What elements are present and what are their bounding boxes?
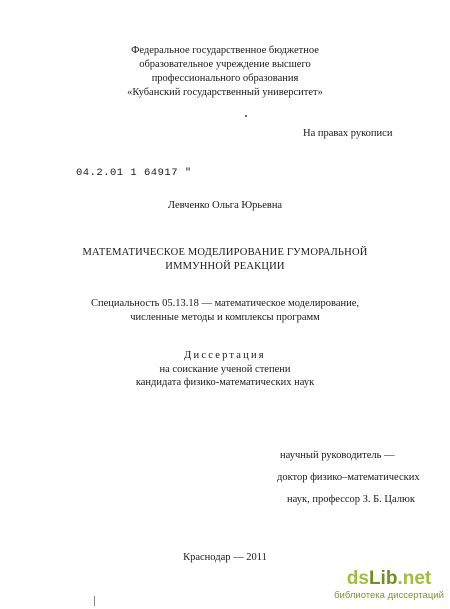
dissertation-heading: Диссертация xyxy=(184,350,266,361)
supervisor-line-1: научный руководитель — xyxy=(280,450,395,461)
degree-statement xyxy=(0,349,450,390)
logo-part-lib: Lib xyxy=(368,568,398,589)
dissertation-title xyxy=(0,246,450,274)
supervisor-line-2: доктор физико–математических xyxy=(277,472,420,483)
watermark-logo xyxy=(330,568,448,590)
specialty-line-1: Специальность 05.13.18 — математическое моделирование, xyxy=(90,298,360,309)
institution-line-2: образовательное учреждение высшего xyxy=(139,59,311,70)
city-year: Краснодар — 2011 xyxy=(183,552,267,563)
title-line-1: МАТЕМАТИЧЕСКОЕ МОДЕЛИРОВАНИЕ ГУМОРАЛЬНОЙ xyxy=(82,247,368,258)
degree-line-2: кандидата физико-математических наук xyxy=(135,377,315,388)
specialty xyxy=(0,297,450,325)
institution-line-4: «Кубанский государственный университет» xyxy=(127,87,323,98)
institution-line-3: профессионального образования xyxy=(151,73,299,84)
scan-speck xyxy=(245,115,247,117)
registration-code: 04.2.01 1 64917 " xyxy=(76,167,192,179)
degree-line-1: на соискание ученой степени xyxy=(159,363,291,375)
manuscript-rights-note: На правах рукописи xyxy=(303,128,393,139)
specialty-line-2: численные методы и комплексы программ xyxy=(130,312,320,323)
title-line-2: ИММУННОЙ РЕАКЦИИ xyxy=(165,261,285,272)
supervisor-line-3: наук, профессор З. Б. Цалюк xyxy=(287,494,415,505)
supervisor-block xyxy=(277,445,420,511)
logo-part-net: .net xyxy=(397,568,432,589)
watermark-subtitle: библиотека диссертаций xyxy=(334,590,444,601)
dslib-watermark xyxy=(330,568,448,608)
logo-part-ds: ds xyxy=(346,568,369,589)
institution-line-1: Федеральное государственное бюджетное xyxy=(131,45,319,56)
author-name: Левченко Ольга Юрьевна xyxy=(167,200,283,211)
institution-header xyxy=(0,44,450,100)
scan-mark xyxy=(94,596,95,606)
